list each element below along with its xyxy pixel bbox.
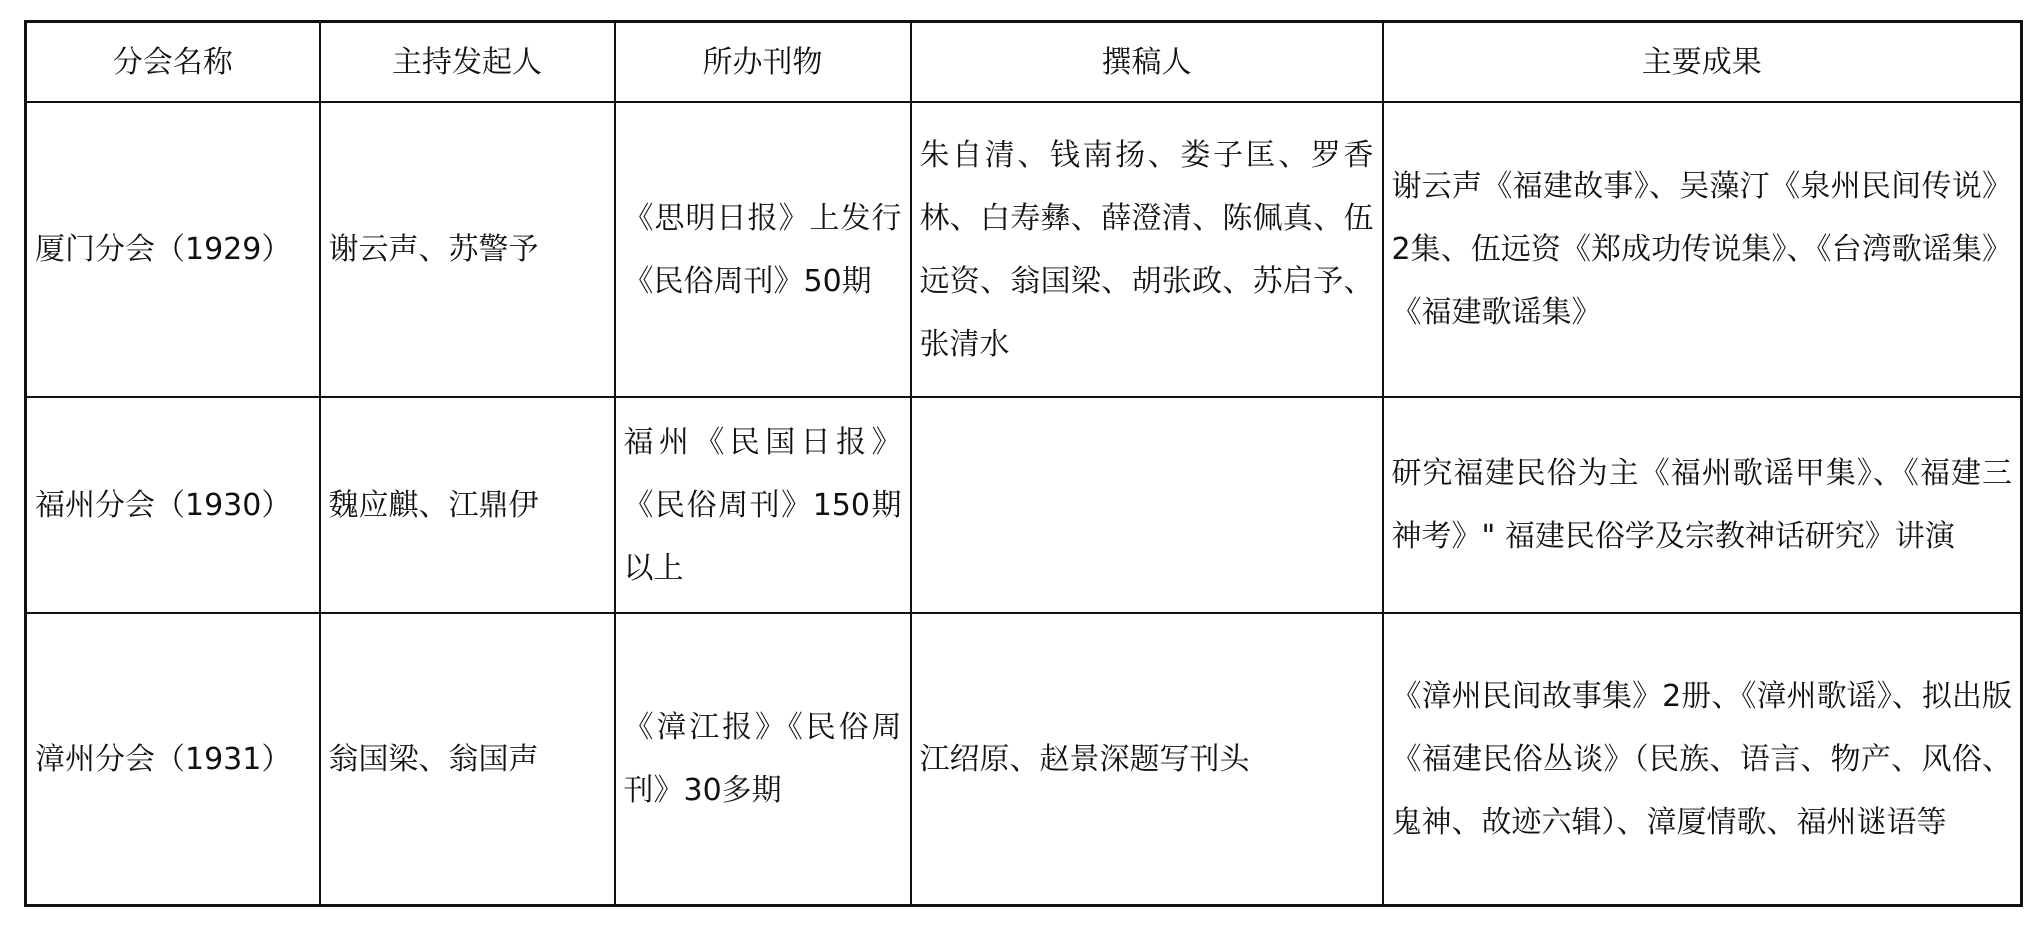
achievements-cell: 谢云声《福建故事》、吴藻汀《泉州民间传说》2集、伍远资《郑成功传说集》、《台湾歌谣集》《福建歌谣集》 <box>1383 102 2022 397</box>
initiators-cell: 魏应麒、江鼎伊 <box>320 397 615 613</box>
initiators-cell: 谢云声、苏警予 <box>320 102 615 397</box>
table-row <box>26 102 2022 397</box>
branch-name-cell: 漳州分会（1931） <box>26 613 320 906</box>
publication-cell: 《思明日报》上发行《民俗周刊》50期 <box>615 102 911 397</box>
branch-name-cell: 厦门分会（1929） <box>26 102 320 397</box>
branch-name-cell: 福州分会（1930） <box>26 397 320 613</box>
contributors-cell: 江绍原、赵景深题写刊头 <box>911 613 1383 906</box>
societies-table-container <box>24 20 2023 907</box>
publication-cell: 《漳江报》《民俗周刊》30多期 <box>615 613 911 906</box>
folklore-branches-table <box>24 20 2023 907</box>
header-initiators: 主持发起人 <box>320 22 615 103</box>
header-contributors: 撰稿人 <box>911 22 1383 103</box>
header-branch-name: 分会名称 <box>26 22 320 103</box>
table-row <box>26 613 2022 906</box>
initiators-cell: 翁国梁、翁国声 <box>320 613 615 906</box>
header-publication: 所办刊物 <box>615 22 911 103</box>
table-header-row <box>26 22 2022 103</box>
contributors-cell: 朱自清、钱南扬、娄子匡、罗香林、白寿彝、薛澄清、陈佩真、伍远资、翁国梁、胡张政、苏启予、张清水 <box>911 102 1383 397</box>
table-row <box>26 397 2022 613</box>
publication-cell: 福州《民国日报》《民俗周刊》150期以上 <box>615 397 911 613</box>
contributors-cell <box>911 397 1383 613</box>
achievements-cell: 研究福建民俗为主《福州歌谣甲集》、《福建三神考》" 福建民俗学及宗教神话研究》讲演 <box>1383 397 2022 613</box>
achievements-cell: 《漳州民间故事集》2册、《漳州歌谣》、拟出版《福建民俗丛谈》（民族、语言、物产、风俗、鬼神、故迹六辑）、漳厦情歌、福州谜语等 <box>1383 613 2022 906</box>
header-achievements: 主要成果 <box>1383 22 2022 103</box>
